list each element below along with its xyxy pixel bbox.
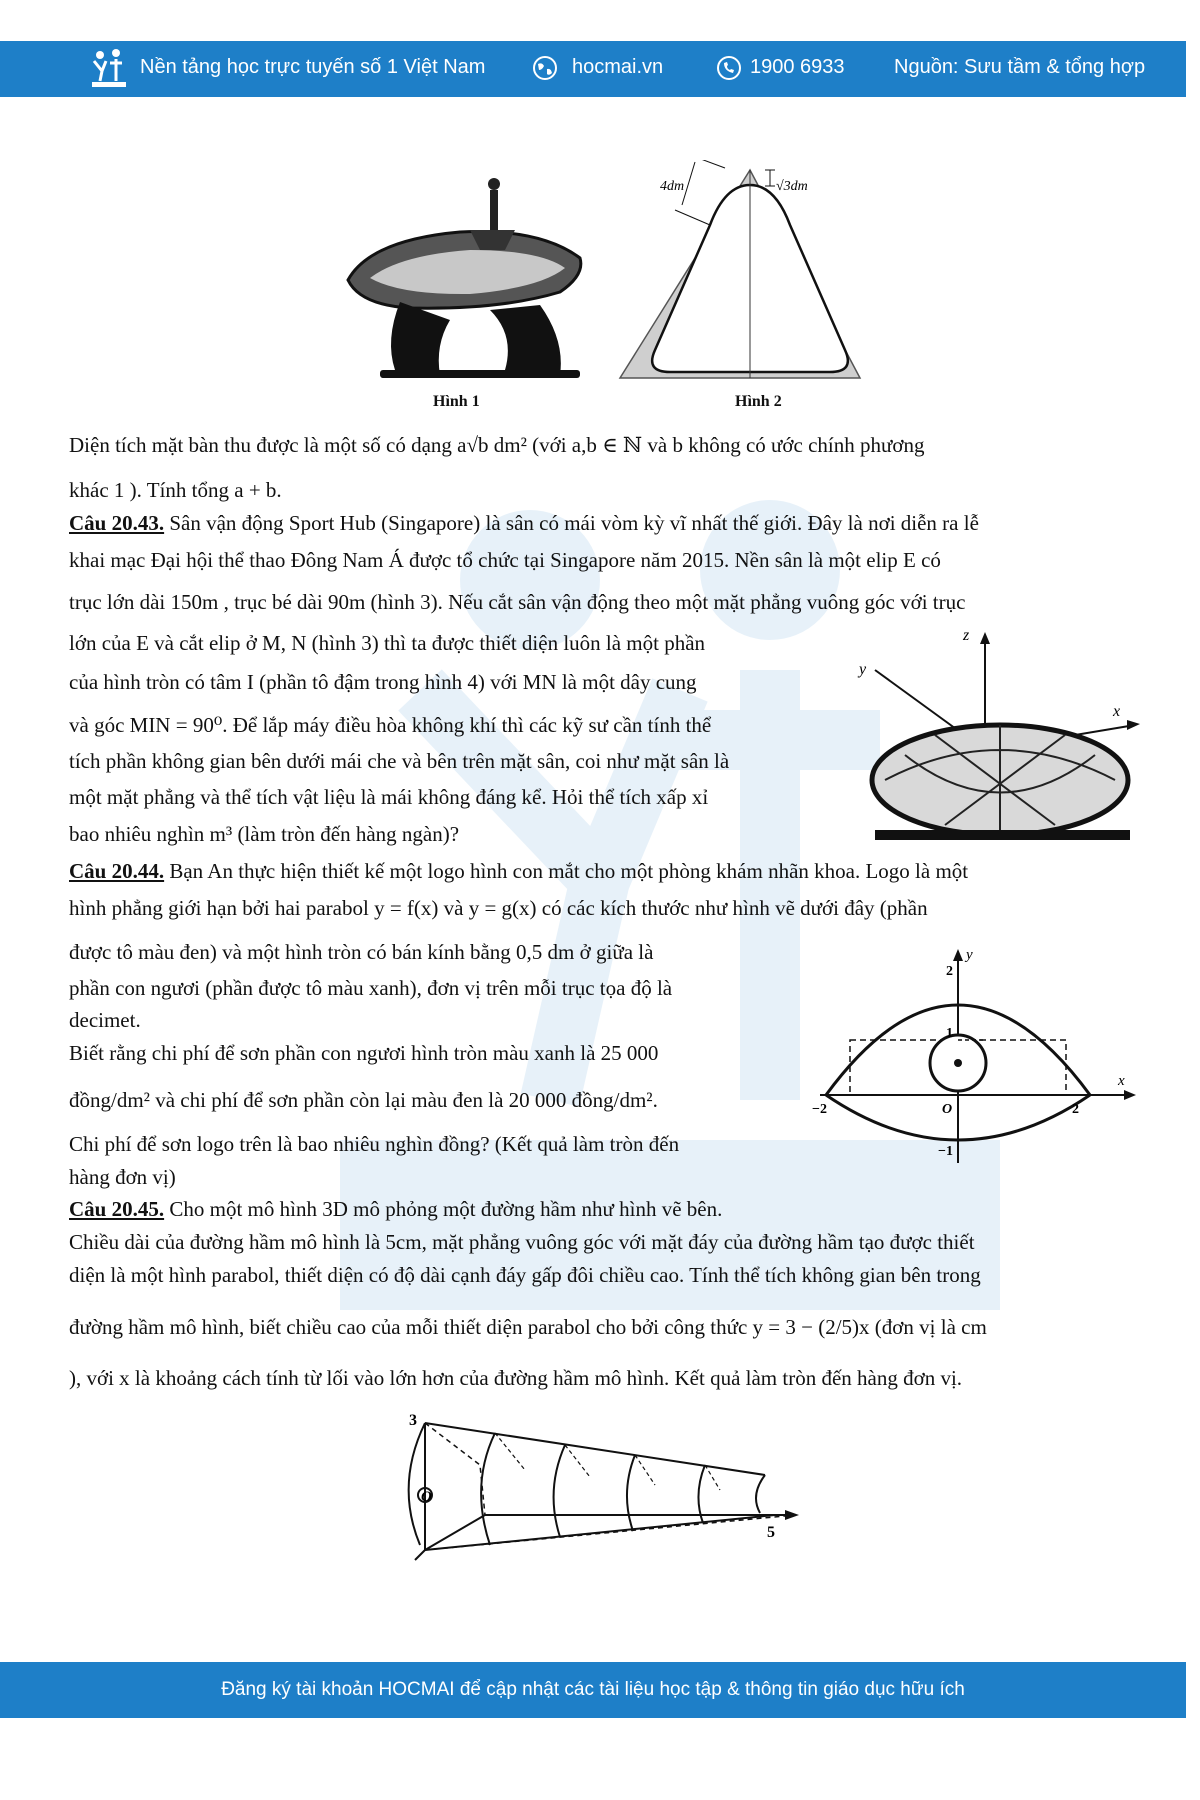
q43-text-1: Sân vận động Sport Hub (Singapore) là sân có mái vòm kỳ vĩ nhất thế giới. Đây là nơi diễn ra lễ — [164, 511, 979, 535]
q43-line-2: khai mạc Đại hội thể thao Đông Nam Á được tổ chức tại Singapore năm 2015. Nền sân là một elip E có — [69, 548, 941, 572]
figure-eye-logo — [810, 945, 1140, 1175]
q44-line-2: hình phẳng giới hạn bởi hai parabol y = f(x) và y = g(x) có các kích thước như hình vẽ dưới đây (phần — [69, 896, 928, 920]
figure-4-axis-z: z — [963, 630, 970, 644]
footer-text: Đăng ký tài khoản HOCMAI để cập nhật các tài liệu học tập & thông tin giáo dục hữu ích — [221, 1679, 965, 1700]
eye-axis-y: y — [966, 947, 973, 963]
q44-line-7: đồng/dm² và chi phí để sơn phần còn lại màu đen là 20 000 đồng/dm². — [69, 1088, 658, 1112]
header-bar — [0, 41, 1186, 97]
q45-line-1 — [69, 1197, 722, 1222]
eye-label-y-1: 1 — [946, 1026, 953, 1041]
q45-line-4: đường hầm mô hình, biết chiều cao của mỗi thiết diện parabol cho bởi công thức y = 3 − (2/5)x (đơn vị là cm — [69, 1315, 987, 1339]
q43-line-8: một mặt phẳng và thể tích vật liệu là mái không đáng kể. Hỏi thể tích xấp xỉ — [69, 785, 709, 809]
hocmai-logo-icon — [88, 47, 130, 89]
tunnel-label-origin: O — [421, 1489, 432, 1505]
q45-label: Câu 20.45. — [69, 1197, 165, 1221]
p1-line-1: Diện tích mặt bàn thu được là một số có dạng a√b dm² (với a,b ∈ ℕ và b không có ước chính phương — [69, 433, 925, 457]
q44-line-1 — [69, 859, 968, 884]
q43-line-3: trục lớn dài 150m , trục bé dài 90m (hình 3). Nếu cắt sân vận động theo một mặt phẳng vuông góc với trục — [69, 590, 966, 614]
header-hotline[interactable]: 1900 6933 — [750, 56, 845, 78]
q45-line-2: Chiều dài của đường hầm mô hình là 5cm, mặt phẳng vuông góc với mặt đáy của đường hầm tạo được thiết — [69, 1230, 975, 1254]
q44-label: Câu 20.44. — [69, 859, 165, 883]
q43-line-1 — [69, 511, 979, 536]
q45-line-5: ), với x là khoảng cách tính từ lối vào lớn hơn của đường hầm mô hình. Kết quả làm tròn đến hàng đơn vị. — [69, 1366, 963, 1390]
globe-icon — [532, 55, 558, 81]
q44-line-3: được tô màu đen) và một hình tròn có bán kính bằng 0,5 dm ở giữa là — [69, 940, 654, 964]
figure-2-triangle — [600, 160, 870, 390]
p1-line-2: khác 1 ). Tính tổng a + b. — [69, 478, 282, 502]
q43-label: Câu 20.43. — [69, 511, 165, 535]
footer-bar — [0, 1662, 1186, 1718]
figure-1-table — [340, 170, 590, 390]
header-website-link[interactable]: hocmai.vn — [572, 56, 664, 78]
q43-line-5: của hình tròn có tâm I (phần tô đậm trong hình 4) với MN là một dây cung — [69, 670, 697, 694]
q44-line-5: decimet. — [69, 1008, 141, 1032]
q43-line-7: tích phần không gian bên dưới mái che và bên trên mặt sân, coi như mặt sân là — [69, 749, 730, 773]
eye-axis-x: x — [1118, 1073, 1125, 1089]
q43-line-9: bao nhiêu nghìn m³ (làm tròn đến hàng ngàn)? — [69, 822, 460, 846]
q45-line-3: diện là một hình parabol, thiết diện có độ dài cạnh đáy gấp đôi chiều cao. Tính thể tích không gian bên trong — [69, 1263, 981, 1287]
q44-line-6: Biết rằng chi phí để sơn phần con ngươi hình tròn màu xanh là 25 000 — [69, 1041, 659, 1065]
header-slogan: Nền tảng học trực tuyến số 1 Việt Nam — [140, 56, 486, 78]
q43-line-4: lớn của E và cắt elip ở M, N (hình 3) thì ta được thiết diện luôn là một phần — [69, 631, 706, 655]
phone-icon — [716, 55, 742, 81]
figure-2-label-sqrt3: √3dm — [776, 179, 808, 194]
q43-line-6: và góc MIN = 90⁰. Để lắp máy điều hòa không khí thì các kỹ sư cần tính thể — [69, 713, 712, 737]
tunnel-label-height: 3 — [409, 1412, 417, 1429]
header-source: Nguồn: Sưu tầm & tổng hợp — [894, 56, 1146, 78]
figure-4-axis-y: y — [859, 661, 867, 678]
q44-line-8: Chi phí để sơn logo trên là bao nhiêu nghìn đồng? (Kết quả làm tròn đến — [69, 1132, 680, 1156]
figure-2-label-4dm: 4dm — [660, 179, 685, 194]
eye-label-y-2: 2 — [946, 964, 953, 979]
q44-line-9: hàng đơn vị) — [69, 1165, 176, 1189]
figure-1-caption: Hình 1 — [433, 393, 480, 410]
eye-label-x-2: 2 — [1072, 1102, 1079, 1117]
q44-line-4: phần con ngươi (phần được tô màu xanh), đơn vị trên mỗi trục tọa độ là — [69, 976, 673, 1000]
figure-4-stadium — [855, 630, 1145, 850]
eye-label-origin: O — [942, 1102, 953, 1117]
q45-text-1: Cho một mô hình 3D mô phỏng một đường hầm như hình vẽ bên. — [164, 1197, 723, 1221]
tunnel-label-length: 5 — [767, 1524, 775, 1541]
figure-2-caption: Hình 2 — [735, 393, 782, 410]
figure-tunnel — [385, 1405, 815, 1565]
eye-label-x-neg2: −2 — [812, 1102, 827, 1117]
q44-text-1: Bạn An thực hiện thiết kế một logo hình con mắt cho một phòng khám nhãn khoa. Logo là một — [164, 859, 969, 883]
eye-label-y-neg1: −1 — [938, 1144, 953, 1159]
figure-4-axis-x: x — [1113, 703, 1121, 720]
